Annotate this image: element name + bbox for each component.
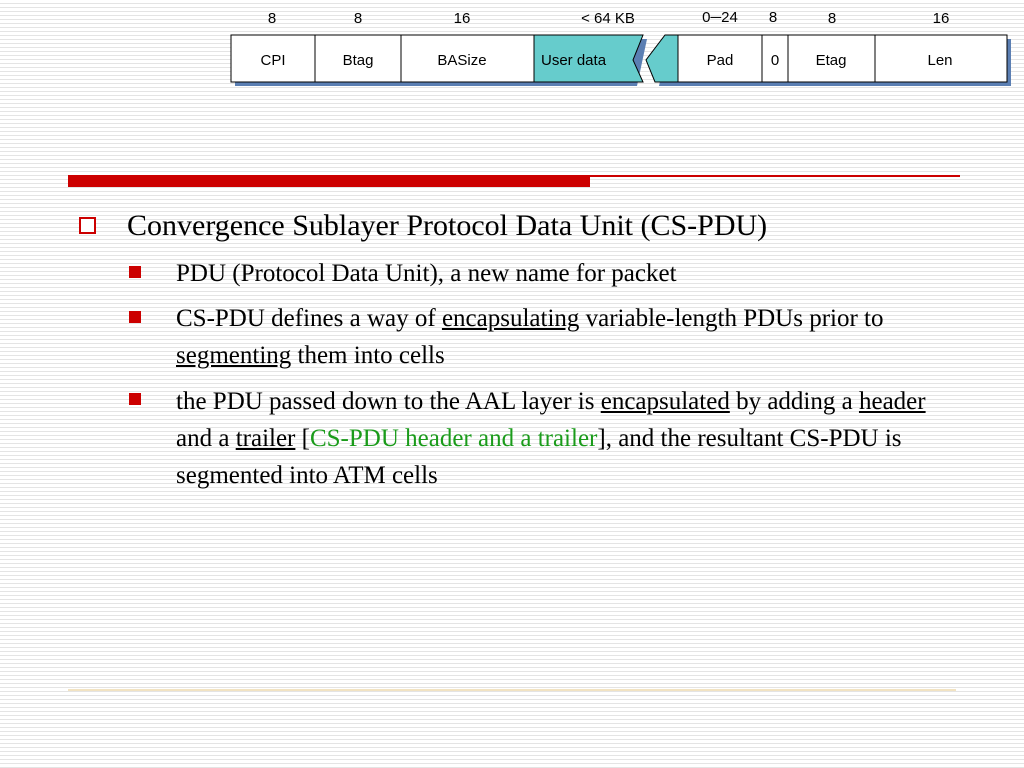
highlighted-text: CS-PDU header and a trailer xyxy=(309,425,598,452)
field-box-user-data-tail xyxy=(646,35,678,82)
field-label-len: Len xyxy=(927,52,953,69)
text-run: and a xyxy=(176,425,236,452)
field-label-btag: Btag xyxy=(342,52,374,69)
text-run: ], and the resultant CS-PDU is segmented into ATM cells xyxy=(176,425,902,489)
field-label-pad: Pad xyxy=(706,52,734,69)
bit-label-pad: 0─24 xyxy=(702,9,738,26)
cs-pdu-format-diagram xyxy=(0,0,1024,100)
underlined-term: segmenting xyxy=(176,342,292,369)
hollow-square-bullet-icon xyxy=(79,217,96,234)
square-bullet-icon xyxy=(129,311,141,323)
heading-bullet: Convergence Sublayer Protocol Data Unit (CS-PDU) xyxy=(127,209,768,242)
sub-bullet-1: PDU (Protocol Data Unit), a new name for packet xyxy=(176,260,677,287)
square-bullet-icon xyxy=(129,393,141,405)
sub-bullet-3 xyxy=(176,383,956,494)
bit-label-cpi: 8 xyxy=(267,10,277,27)
bit-label-etag: 8 xyxy=(827,10,837,27)
title-divider-bar xyxy=(68,175,590,187)
text-run: CS-PDU defines a way of xyxy=(176,305,442,332)
text-run: variable-length PDUs prior to xyxy=(579,305,884,332)
field-label-cpi: CPI xyxy=(260,52,286,69)
bit-label-len: 16 xyxy=(932,10,950,27)
field-label-etag: Etag xyxy=(815,52,847,69)
footer-divider-line xyxy=(68,689,956,691)
bit-label-user-data: < 64 KB xyxy=(581,10,635,27)
field-label-basize: BASize xyxy=(437,52,487,69)
text-run: [ xyxy=(295,425,310,452)
square-bullet-icon xyxy=(129,266,141,278)
pdu-fields-svg xyxy=(0,0,1024,100)
underlined-term: encapsulated xyxy=(600,388,730,415)
sub-bullet-2 xyxy=(176,300,956,374)
bit-label-btag: 8 xyxy=(353,10,363,27)
text-run: by adding a xyxy=(729,388,859,415)
title-divider-line xyxy=(590,175,960,177)
underlined-term: header xyxy=(858,388,926,415)
field-label-user-data: User data xyxy=(541,52,607,69)
text-run: them into cells xyxy=(291,342,445,369)
field-label-zero: 0 xyxy=(770,52,780,69)
bit-label-zero: 8 xyxy=(768,9,778,26)
text-run: the PDU passed down to the AAL layer is xyxy=(176,388,601,415)
bit-label-basize: 16 xyxy=(453,10,471,27)
underlined-term: trailer xyxy=(235,425,296,452)
underlined-term: encapsulating xyxy=(441,305,580,332)
